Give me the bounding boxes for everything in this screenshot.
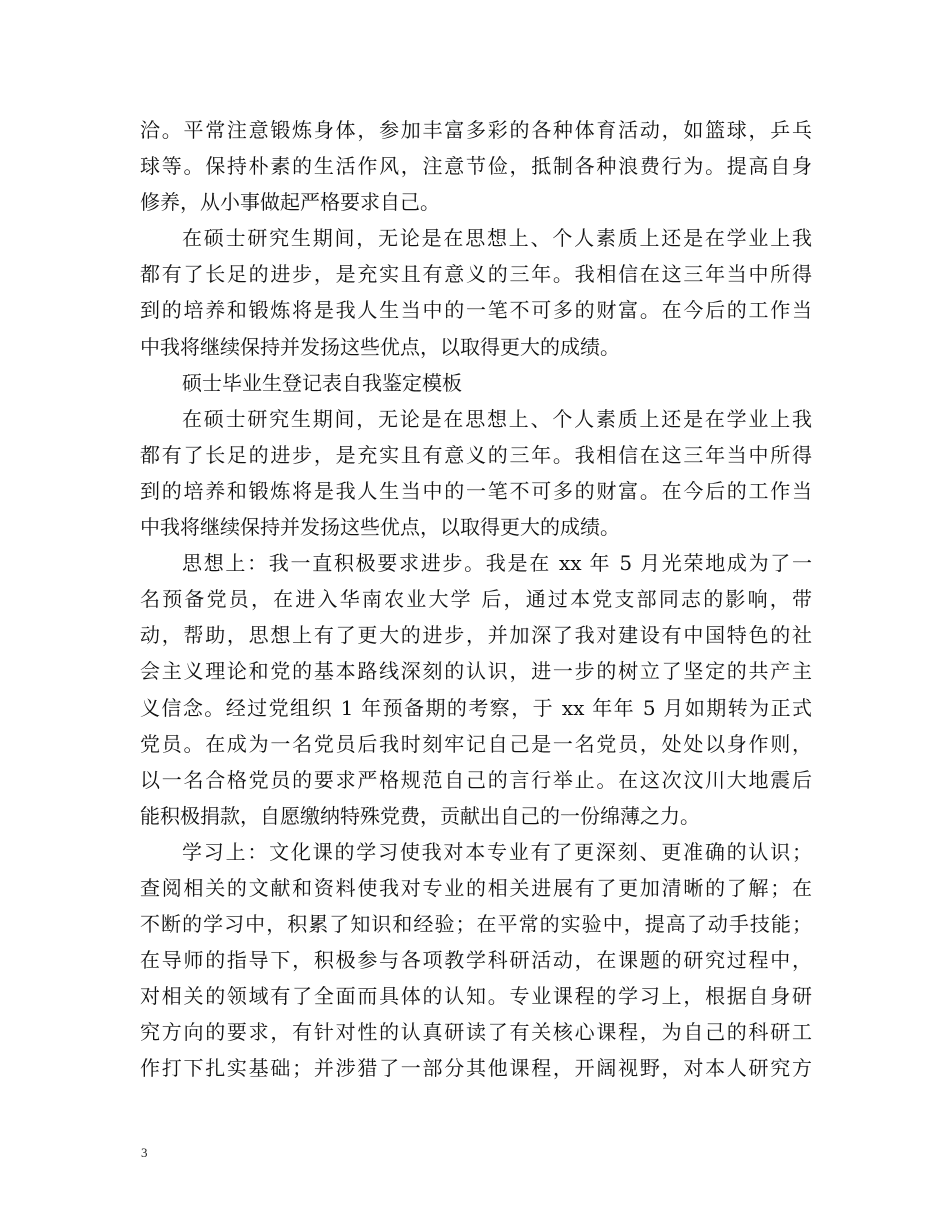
text-line: 不断的学习中，积累了知识和经验；在平常的实验中，提高了动手技能； (140, 912, 812, 937)
text-line: 修养，从小事做起严格要求自己。 (140, 190, 440, 215)
text-line: 动，帮助，思想上有了更大的进步，并加深了我对建设有中国特色的社 (140, 623, 812, 648)
text-line: 中我将继续保持并发扬这些优点，以取得更大的成绩。 (140, 334, 620, 359)
text-line: 究方向的要求，有针对性的认真研读了有关核心课程，为自己的科研工 (140, 1020, 812, 1045)
text-line: 都有了长足的进步，是充实且有意义的三年。我相信在这三年当中所得 (140, 262, 812, 287)
text-line: 学习上：文化课的学习使我对本专业有了更深刻、更准确的认识； (182, 839, 812, 864)
text-line: 洽。平常注意锻炼身体，参加丰富多彩的各种体育活动，如篮球，乒乓 (140, 118, 812, 142)
text-line: 查阅相关的文献和资料使我对专业的相关进展有了更加清晰的了解；在 (140, 875, 812, 900)
text-line: 都有了长足的进步，是充实且有意义的三年。我相信在这三年当中所得 (140, 442, 812, 467)
text-line: 在硕士研究生期间，无论是在思想上、个人素质上还是在学业上我 (182, 406, 812, 431)
text-line: 名预备党员，在进入华南农业大学 后，通过本党支部同志的影响，带 (140, 587, 812, 612)
document-body (140, 112, 812, 1087)
text-line: 在硕士研究生期间，无论是在思想上、个人素质上还是在学业上我 (182, 226, 812, 251)
text-line: 到的培养和锻炼将是我人生当中的一笔不可多的财富。在今后的工作当 (140, 478, 812, 503)
text-line: 能积极捐款，自愿缴纳特殊党费，贡献出自己的一份绵薄之力。 (140, 803, 700, 828)
text-line: 在导师的指导下，积极参与各项教学科研活动，在课题的研究过程中， (140, 948, 812, 973)
text-line: 对相关的领域有了全面而具体的认知。专业课程的学习上，根据自身研 (140, 984, 812, 1009)
text-line: 思想上：我一直积极要求进步。我是在 xx 年 5 月光荣地成为了一 (182, 551, 812, 576)
text-line: 硕士毕业生登记表自我鉴定模板 (182, 370, 462, 395)
page-number: 3 (141, 1145, 148, 1160)
text-line: 义信念。经过党组织 1 年预备期的考察，于 xx 年年 5 月如期转为正式 (140, 695, 812, 720)
text-line: 党员。在成为一名党员后我时刻牢记自己是一名党员，处处以身作则， (140, 731, 812, 756)
text-line: 以一名合格党员的要求严格规范自己的言行举止。在这次汶川大地震后 (140, 767, 812, 792)
text-line: 中我将继续保持并发扬这些优点，以取得更大的成绩。 (140, 515, 620, 540)
text-line: 到的培养和锻炼将是我人生当中的一笔不可多的财富。在今后的工作当 (140, 298, 812, 323)
text-line: 会主义理论和党的基本路线深刻的认识，进一步的树立了坚定的共产主 (140, 659, 812, 684)
text-line: 作打下扎实基础；并涉猎了一部分其他课程，开阔视野，对本人研究方 (140, 1056, 812, 1081)
text-line: 球等。保持朴素的生活作风，注意节俭，抵制各种浪费行为。提高自身 (140, 154, 812, 179)
